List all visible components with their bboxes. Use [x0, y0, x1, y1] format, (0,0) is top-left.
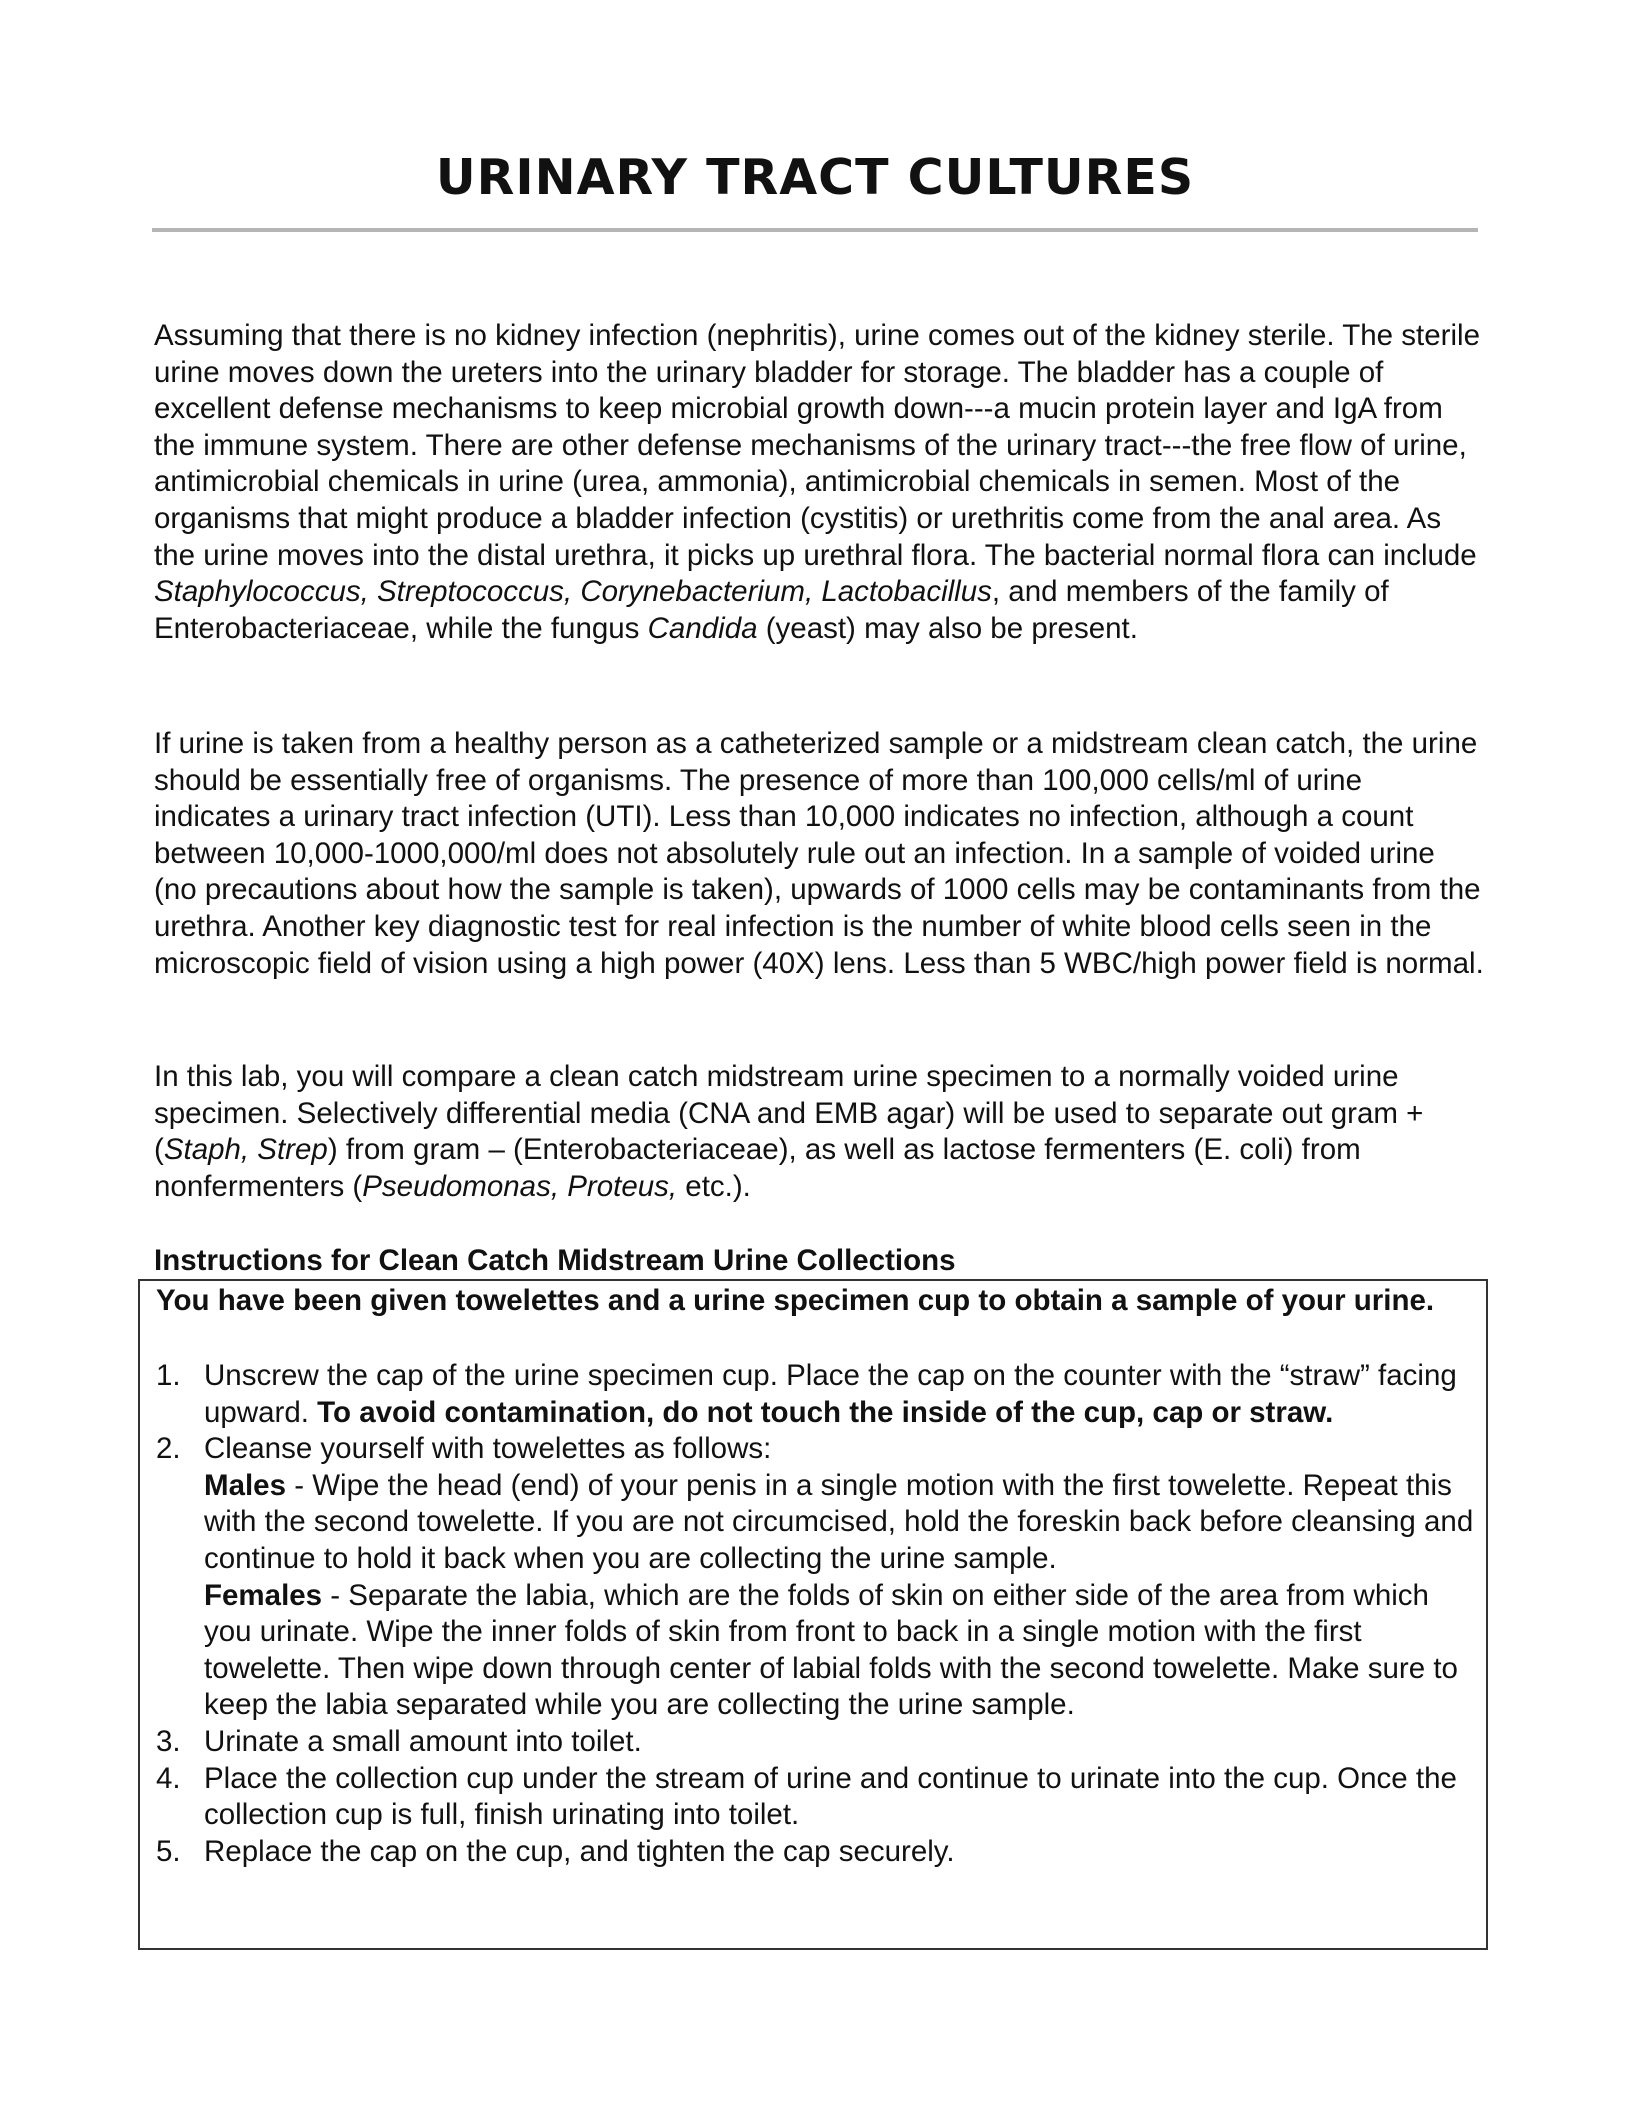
females-text: - Separate the labia, which are the folds of skin on either side of the area from which you urinate. Wipe the inner folds of skin from front to back in a single motion with the first towelette. Then wipe down through center of labial folds with the second towelette. Make sure to keep the labia separated while you are collecting the urine sample. — [204, 1578, 1458, 1722]
males-text: - Wipe the head (end) of your penis in a single motion with the first towelette. Repeat this with the second towelette. If you are not circumcised, hold the foreskin back before cleansing and continue to hold it back when you are collecting the urine sample. — [204, 1468, 1474, 1575]
paragraph-intro-text-2: , and members of the family of Enterobacteriaceae, while the fungus — [154, 575, 1389, 645]
males-label: Males — [204, 1468, 286, 1502]
paragraph-intro-organisms: Staphylococcus, Streptococcus, Corynebacterium, Lactobacillus — [154, 575, 992, 609]
paragraph-lab-nonfermenters: Pseudomonas, Proteus, — [362, 1169, 678, 1203]
document-title: URINARY TRACT CULTURES — [435, 149, 1195, 206]
step-number: 4. — [156, 1761, 181, 1795]
step-number: 3. — [156, 1724, 181, 1758]
step-number: 2. — [156, 1432, 181, 1466]
paragraph-lab — [154, 1059, 1484, 1205]
step-number: 5. — [156, 1834, 181, 1868]
females-label: Females — [204, 1578, 323, 1612]
step-item — [156, 1431, 1481, 1724]
paragraph-intro-fungus: Candida — [647, 611, 758, 645]
step-number: 1. — [156, 1359, 181, 1392]
paragraph-lab-text-3: etc.). — [677, 1169, 751, 1203]
step-text: Cleanse yourself with towelettes as follows: — [204, 1432, 772, 1466]
paragraph-intro — [154, 318, 1484, 647]
step-item — [156, 1358, 1481, 1431]
step-text: Place the collection cup under the stream of urine and continue to urinate into the cup. Once the collection cup is full, finish urinating into toilet. — [204, 1761, 1457, 1832]
paragraph-lab-text-2: ) from gram – (Enterobacteriaceae), as well as lactose fermenters (E. coli) from nonfermenters ( — [154, 1133, 1361, 1203]
instructions-intro: You have been given towelettes and a urine specimen cup to obtain a sample of your urine. — [156, 1284, 1435, 1317]
step-warning: To avoid contamination, do not touch the inside of the cup, cap or straw. — [317, 1395, 1334, 1429]
step-text: Replace the cap on the cup, and tighten the cap securely. — [204, 1834, 955, 1868]
paragraph-intro-text-1: Assuming that there is no kidney infection (nephritis), urine comes out of the kidney sterile. The sterile urine moves down the ureters into the urinary bladder for storage. The bladder has a couple of excellent defense mechanisms to keep microbial growth down---a mucin protein layer and IgA from the immune system. There are other defense mechanisms of the urinary tract---the free flow of urine, antimicrobial chemicals in urine (urea, ammonia), antimicrobial chemicals in semen. Most of the organisms that might produce a bladder infection (cystitis) or urethritis come from the anal area. As the urine moves into the distal urethra, it picks up urethral flora. The bacterial normal flora can include — [154, 319, 1480, 572]
step-item — [156, 1724, 1481, 1761]
step-text: Unscrew the cap of the urine specimen cup. Place the cap on the counter with the “straw” facing upward. — [204, 1359, 1457, 1429]
paragraph-intro-text-3: (yeast) may also be present. — [757, 611, 1138, 645]
paragraph-lab-text-1: In this lab, you will compare a clean catch midstream urine specimen to a normally voided urine specimen. Selectively differential media (CNA and EMB agar) will be used to separate out gram + ( — [154, 1060, 1424, 1167]
step-text: Urinate a small amount into toilet. — [204, 1724, 642, 1758]
title-divider — [152, 228, 1478, 232]
instructions-box — [138, 1279, 1488, 1950]
paragraph-diagnosis: If urine is taken from a healthy person as a catheterized sample or a midstream clean catch, the urine should be essentially free of organisms. The presence of more than 100,000 cells/ml of urine indicates a urinary tract infection (UTI). Less than 10,000 indicates no infection, although a count between 10,000-1000,000/ml does not absolutely rule out an infection. In a sample of voided urine (no precautions about how the sample is taken), upwards of 1000 cells may be contaminants from the urethra. Another key diagnostic test for real infection is the number of white blood cells seen in the microscopic field of vision using a high power (40X) lens. Less than 5 WBC/high power field is normal. — [154, 727, 1484, 980]
instructions-heading: Instructions for Clean Catch Midstream Urine Collections — [154, 1244, 956, 1277]
instructions-steps — [156, 1358, 1481, 1870]
step-item — [156, 1761, 1481, 1834]
step-item — [156, 1834, 1481, 1871]
paragraph-lab-gram-positive: Staph, Strep — [163, 1133, 328, 1167]
